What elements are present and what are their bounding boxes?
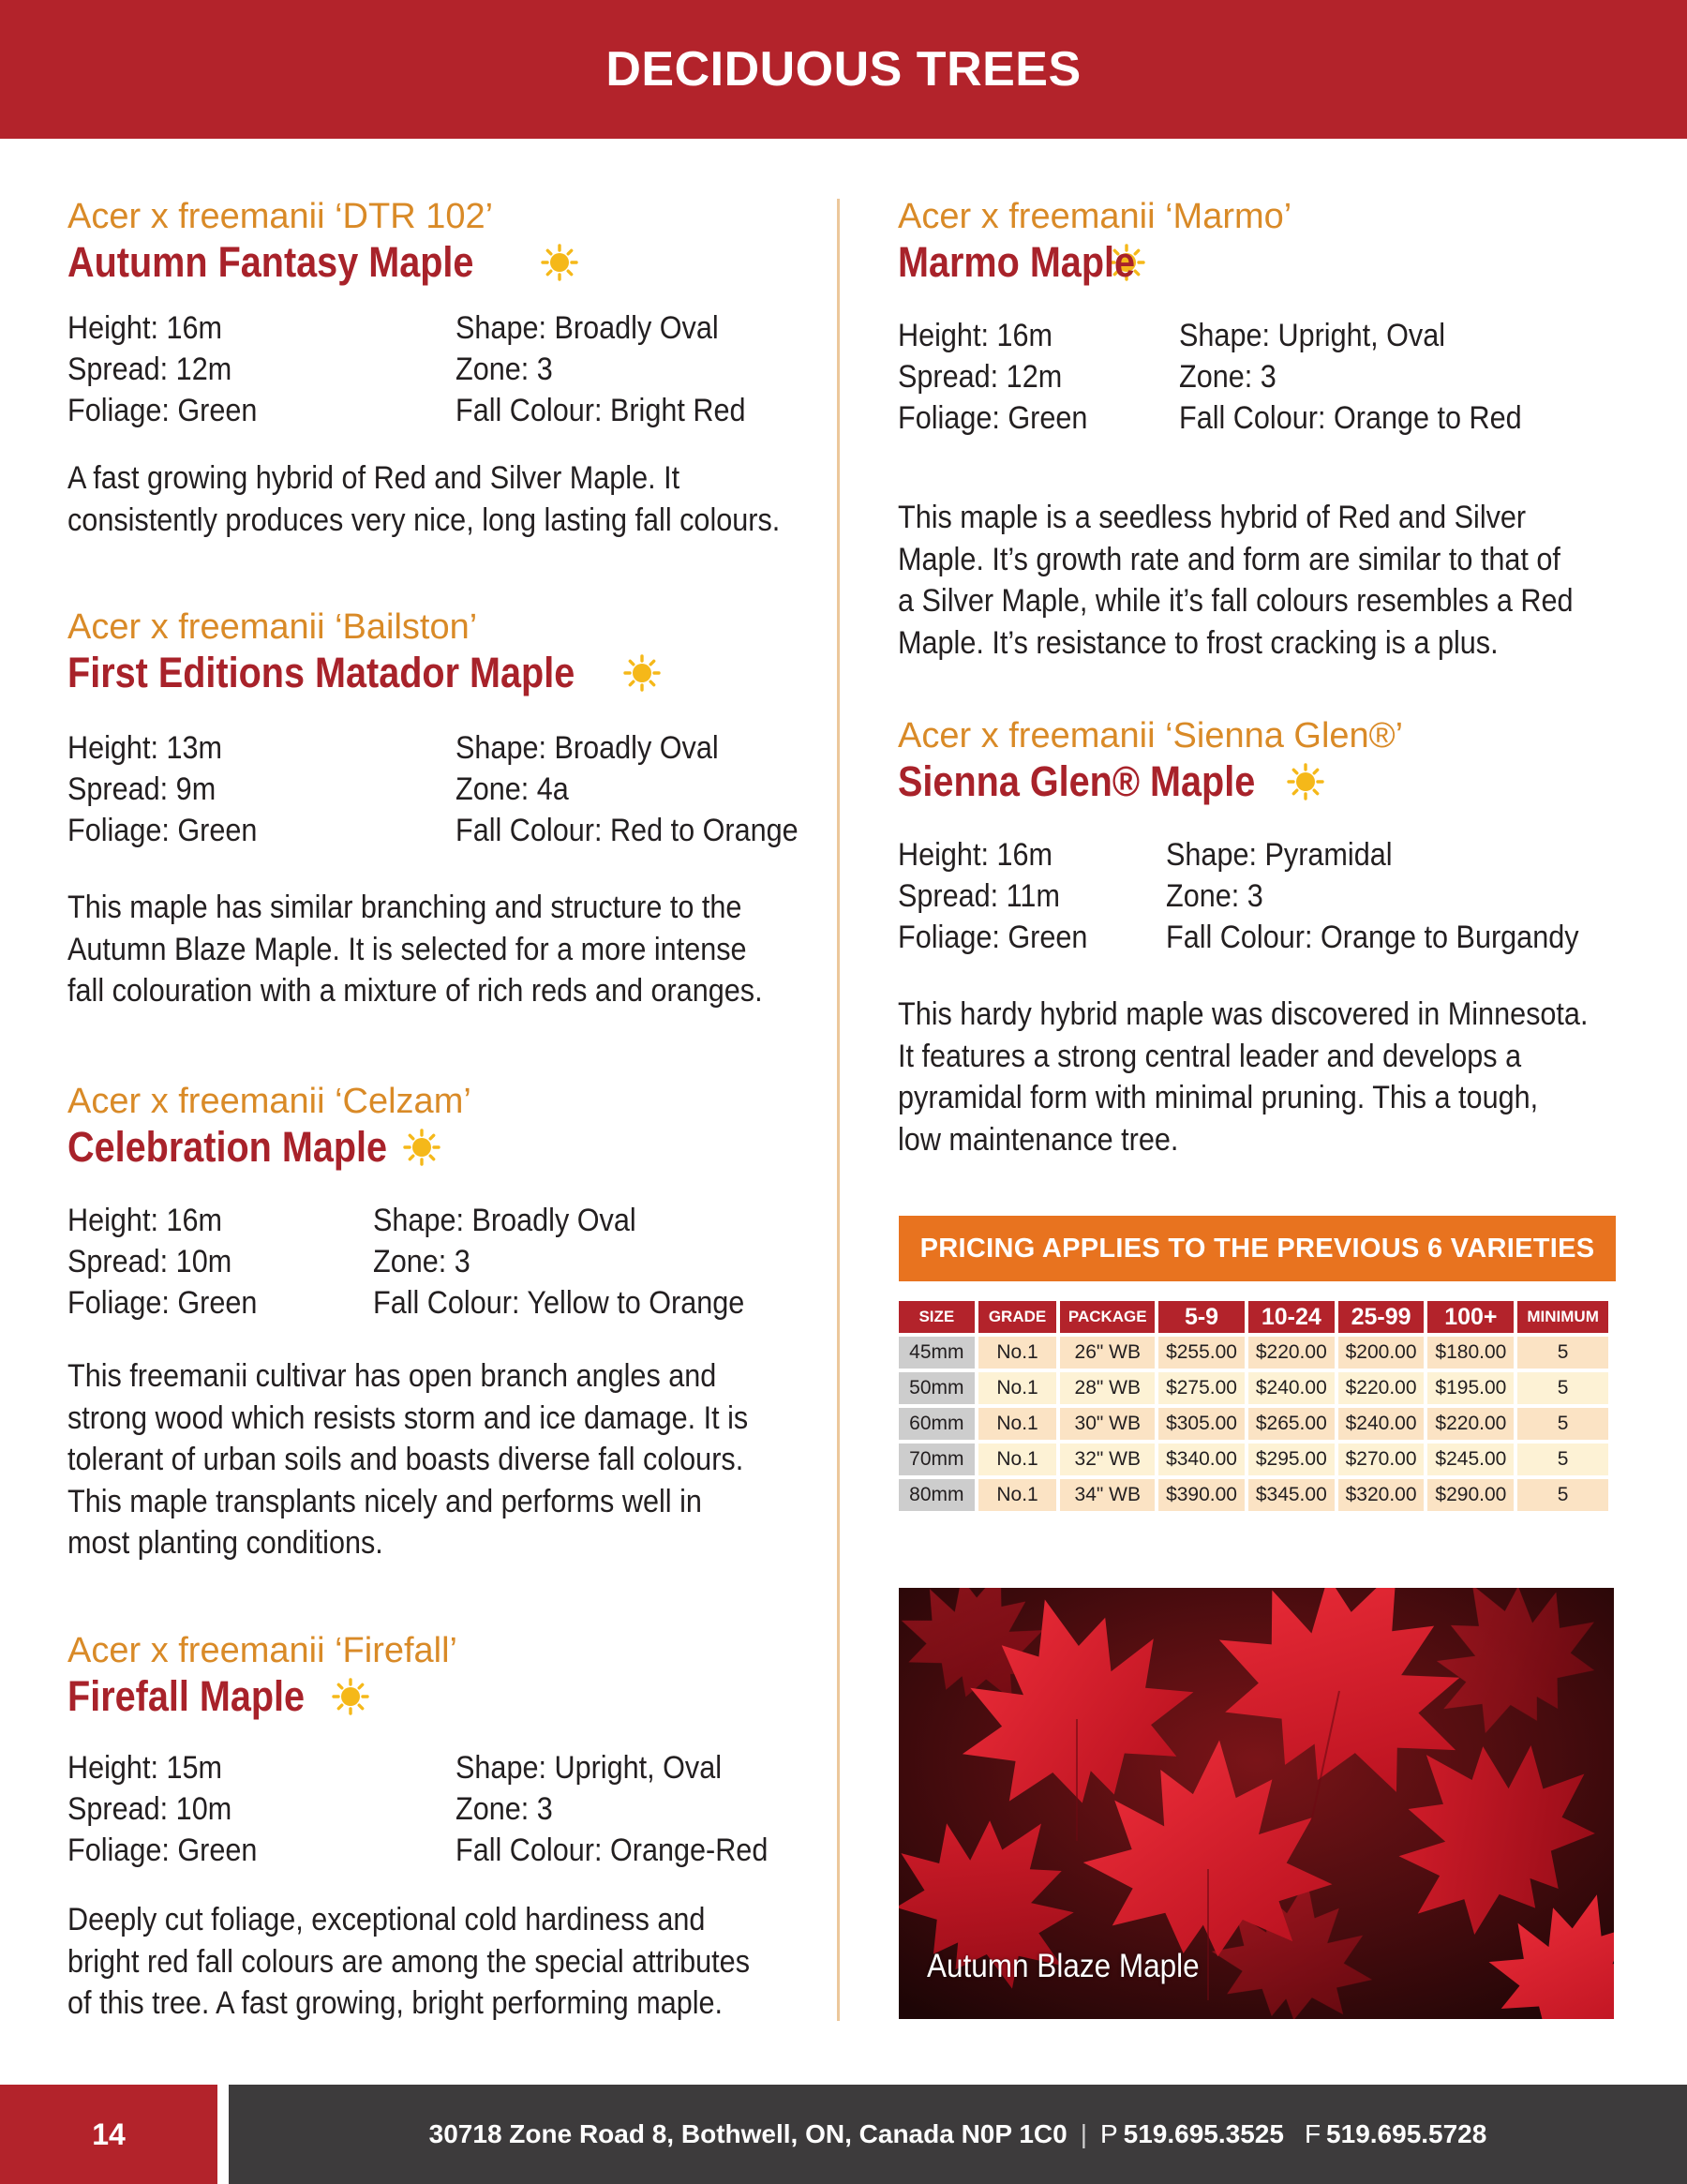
- cell-grade: No.1: [978, 1479, 1057, 1511]
- page-title: DECIDUOUS TREES: [605, 42, 1082, 97]
- latin-name: Acer x freemanii ‘Sienna Glen®’: [898, 716, 1404, 755]
- cell-grade: No.1: [978, 1444, 1057, 1475]
- cell-price: $255.00: [1158, 1337, 1245, 1369]
- cell-package: 34" WB: [1060, 1479, 1155, 1511]
- spec-fall-colour: Fall Colour: Yellow to Orange: [373, 1285, 745, 1321]
- spec-foliage: Foliage: Green: [67, 1832, 258, 1868]
- pricing-header-row: [899, 1301, 1608, 1333]
- spec-zone: Zone: 3: [373, 1244, 470, 1279]
- footer-fax: 519.695.5728: [1326, 2119, 1487, 2148]
- cell-grade: No.1: [978, 1337, 1057, 1369]
- entry-autumn-fantasy-maple: [67, 195, 817, 538]
- description-line: Maple. It’s growth rate and form are similar to that of: [898, 541, 1560, 577]
- footer-address: 30718 Zone Road 8, Bothwell, ON, Canada N0P 1C0: [428, 2119, 1067, 2148]
- cell-size: 80mm: [899, 1479, 975, 1511]
- cell-minimum: 5: [1517, 1444, 1608, 1475]
- description-line: bright red fall colours are among the special attributes: [67, 1943, 751, 1980]
- cell-price: $390.00: [1158, 1479, 1245, 1511]
- cell-minimum: 5: [1517, 1372, 1608, 1404]
- cell-package: 32" WB: [1060, 1444, 1155, 1475]
- latin-name: Acer x freemanii ‘DTR 102’: [67, 197, 494, 236]
- description: [67, 457, 859, 541]
- table-row: [899, 1408, 1608, 1440]
- table-row: [899, 1479, 1608, 1511]
- footer-phone: 519.695.3525: [1123, 2119, 1284, 2148]
- cell-price: $220.00: [1427, 1408, 1514, 1440]
- latin-name: Acer x freemanii ‘Marmo’: [898, 197, 1292, 236]
- common-name-row: [67, 649, 817, 697]
- description: [67, 1355, 824, 1564]
- page-number: 14: [0, 2085, 217, 2184]
- photo-caption: Autumn Blaze Maple: [927, 1948, 1200, 1984]
- spec-fall-colour: Fall Colour: Orange-Red: [455, 1832, 769, 1868]
- common-name: First Editions Matador Maple: [67, 649, 575, 696]
- latin-name: Acer x freemanii ‘Firefall’: [67, 1631, 457, 1670]
- cell-price: $220.00: [1338, 1372, 1425, 1404]
- spec-spread: Spread: 9m: [67, 771, 216, 807]
- spec-height: Height: 16m: [67, 1203, 222, 1238]
- cell-size: 45mm: [899, 1337, 975, 1369]
- description-line: Maple. It’s resistance to frost cracking is a plus.: [898, 624, 1499, 661]
- description-line: This maple transplants nicely and performs well in: [67, 1483, 702, 1519]
- description-line: strong wood which resists storm and ice damage. It is: [67, 1399, 749, 1436]
- page-header: [0, 0, 1687, 139]
- col-minimum: MINIMUM: [1517, 1301, 1608, 1333]
- description-line: low maintenance tree.: [898, 1121, 1179, 1158]
- description-line: most planting conditions.: [67, 1525, 383, 1561]
- cell-minimum: 5: [1517, 1408, 1608, 1440]
- specs: [67, 1747, 817, 1871]
- cell-price: $240.00: [1248, 1372, 1335, 1404]
- cell-price: $200.00: [1338, 1337, 1425, 1369]
- spec-shape: Shape: Broadly Oval: [455, 730, 719, 766]
- col-size: SIZE: [899, 1301, 975, 1333]
- spec-fall-colour: Fall Colour: Orange to Red: [1179, 400, 1522, 436]
- spec-foliage: Foliage: Green: [67, 393, 258, 428]
- description: [898, 994, 1665, 1160]
- description: [67, 887, 840, 1012]
- spec-spread: Spread: 10m: [67, 1791, 232, 1827]
- spec-fall-colour: Fall Colour: Red to Orange: [455, 813, 799, 848]
- description-line: A fast growing hybrid of Red and Silver Maple. It: [67, 460, 680, 496]
- entry-firefall-maple: [67, 1629, 817, 2021]
- description-line: a Silver Maple, while it’s fall colours resembles a Red: [898, 583, 1574, 619]
- cell-price: $275.00: [1158, 1372, 1245, 1404]
- cell-size: 50mm: [899, 1372, 975, 1404]
- table-row: [899, 1372, 1608, 1404]
- spec-zone: Zone: 4a: [455, 771, 569, 807]
- common-name: Marmo Maple: [898, 238, 1136, 286]
- footer-separator: |: [1080, 2119, 1087, 2148]
- spec-foliage: Foliage: Green: [898, 920, 1088, 955]
- common-name-row: [67, 238, 817, 287]
- common-name: Celebration Maple: [67, 1123, 388, 1171]
- description-line: This freemanii cultivar has open branch angles and: [67, 1358, 717, 1394]
- spec-zone: Zone: 3: [1179, 359, 1276, 395]
- common-name: Firefall Maple: [67, 1672, 306, 1720]
- spec-zone: Zone: 3: [1166, 878, 1263, 914]
- description-line: It features a strong central leader and develops a: [898, 1038, 1522, 1074]
- cell-price: $295.00: [1248, 1444, 1335, 1475]
- pricing-table: [895, 1297, 1612, 1515]
- spec-spread: Spread: 12m: [898, 359, 1063, 395]
- cell-price: $245.00: [1427, 1444, 1514, 1475]
- entry-celebration-maple: [67, 1080, 817, 1561]
- entry-marmo-maple: [898, 195, 1648, 661]
- cell-size: 60mm: [899, 1408, 975, 1440]
- common-name: Sienna Glen® Maple: [898, 757, 1256, 805]
- description-line: of this tree. A fast growing, bright performing maple.: [67, 1985, 724, 2021]
- cell-price: $195.00: [1427, 1372, 1514, 1404]
- spec-spread: Spread: 11m: [898, 878, 1060, 914]
- description-line: This maple is a seedless hybrid of Red and Silver: [898, 500, 1527, 535]
- cell-price: $345.00: [1248, 1479, 1335, 1511]
- footer-contact: [229, 2085, 1687, 2184]
- table-row: [899, 1444, 1608, 1475]
- sun-icon: [1287, 763, 1324, 800]
- specs: [898, 834, 1648, 958]
- cell-price: $265.00: [1248, 1408, 1335, 1440]
- col-qty-100-plus: 100+: [1427, 1301, 1514, 1333]
- cell-price: $290.00: [1427, 1479, 1514, 1511]
- common-name-row: [67, 1672, 817, 1721]
- spec-foliage: Foliage: Green: [67, 1285, 258, 1321]
- description-line: fall colouration with a mixture of rich reds and oranges.: [67, 973, 763, 1009]
- spec-shape: Shape: Broadly Oval: [373, 1203, 636, 1238]
- common-name-row: [67, 1123, 817, 1172]
- cell-price: $320.00: [1338, 1479, 1425, 1511]
- latin-name: Acer x freemanii ‘Bailston’: [67, 607, 478, 647]
- description-line: This maple has similar branching and structure to the: [67, 890, 742, 925]
- spec-foliage: Foliage: Green: [898, 400, 1088, 436]
- specs: [67, 307, 817, 431]
- entry-sienna-glen-maple: [898, 714, 1648, 1158]
- spec-height: Height: 16m: [67, 310, 222, 346]
- specs: [67, 1200, 817, 1324]
- fax-label: F: [1304, 2119, 1321, 2148]
- cell-price: $240.00: [1338, 1408, 1425, 1440]
- latin-name: Acer x freemanii ‘Celzam’: [67, 1082, 471, 1121]
- sun-icon: [623, 654, 661, 692]
- spec-height: Height: 13m: [67, 730, 222, 766]
- common-name: Autumn Fantasy Maple: [67, 238, 474, 286]
- spec-fall-colour: Fall Colour: Bright Red: [455, 393, 746, 428]
- cell-grade: No.1: [978, 1408, 1057, 1440]
- description-line: tolerant of urban soils and boasts diverse fall colours.: [67, 1442, 744, 1477]
- spec-shape: Shape: Upright, Oval: [1179, 318, 1446, 353]
- sun-icon: [541, 244, 578, 281]
- pricing-banner: PRICING APPLIES TO THE PREVIOUS 6 VARIETIES: [899, 1216, 1616, 1281]
- sun-icon: [332, 1678, 369, 1715]
- description-line: pyramidal form with minimal pruning. This a tough,: [898, 1080, 1539, 1115]
- cell-package: 28" WB: [1060, 1372, 1155, 1404]
- description-line: consistently produces very nice, long lasting fall colours.: [67, 501, 781, 538]
- cell-price: $220.00: [1248, 1337, 1335, 1369]
- description: [898, 497, 1649, 664]
- maple-photo: [899, 1588, 1614, 2019]
- specs: [898, 315, 1648, 439]
- description-line: Autumn Blaze Maple. It is selected for a more intense: [67, 931, 747, 967]
- cell-price: $340.00: [1158, 1444, 1245, 1475]
- col-package: PACKAGE: [1060, 1301, 1155, 1333]
- common-name-row: [898, 757, 1648, 806]
- spec-height: Height: 16m: [898, 837, 1053, 873]
- table-row: [899, 1337, 1608, 1369]
- spec-shape: Shape: Pyramidal: [1166, 837, 1393, 873]
- col-grade: GRADE: [978, 1301, 1057, 1333]
- common-name-row: [898, 238, 1648, 287]
- spec-fall-colour: Fall Colour: Orange to Burgandy: [1166, 920, 1579, 955]
- cell-package: 30" WB: [1060, 1408, 1155, 1440]
- cell-price: $270.00: [1338, 1444, 1425, 1475]
- spec-spread: Spread: 12m: [67, 352, 232, 387]
- spec-height: Height: 15m: [67, 1750, 222, 1786]
- col-qty-5-9: 5-9: [1158, 1301, 1245, 1333]
- spec-spread: Spread: 10m: [67, 1244, 232, 1279]
- sun-icon: [403, 1129, 440, 1166]
- description-line: Deeply cut foliage, exceptional cold hardiness and: [67, 1902, 706, 1937]
- spec-shape: Shape: Upright, Oval: [455, 1750, 723, 1786]
- cell-package: 26" WB: [1060, 1337, 1155, 1369]
- cell-grade: No.1: [978, 1372, 1057, 1404]
- spec-height: Height: 16m: [898, 318, 1053, 353]
- cell-size: 70mm: [899, 1444, 975, 1475]
- entry-first-editions-matador-maple: [67, 606, 817, 1009]
- spec-zone: Zone: 3: [455, 1791, 553, 1827]
- col-qty-25-99: 25-99: [1338, 1301, 1425, 1333]
- phone-label: P: [1099, 2119, 1118, 2148]
- col-qty-10-24: 10-24: [1248, 1301, 1335, 1333]
- cell-minimum: 5: [1517, 1479, 1608, 1511]
- cell-minimum: 5: [1517, 1337, 1608, 1369]
- spec-zone: Zone: 3: [455, 352, 553, 387]
- description-line: This hardy hybrid maple was discovered in Minnesota.: [898, 996, 1589, 1032]
- spec-foliage: Foliage: Green: [67, 813, 258, 848]
- spec-shape: Shape: Broadly Oval: [455, 310, 719, 346]
- cell-price: $305.00: [1158, 1408, 1245, 1440]
- specs: [67, 727, 817, 851]
- description: [67, 1899, 826, 2025]
- cell-price: $180.00: [1427, 1337, 1514, 1369]
